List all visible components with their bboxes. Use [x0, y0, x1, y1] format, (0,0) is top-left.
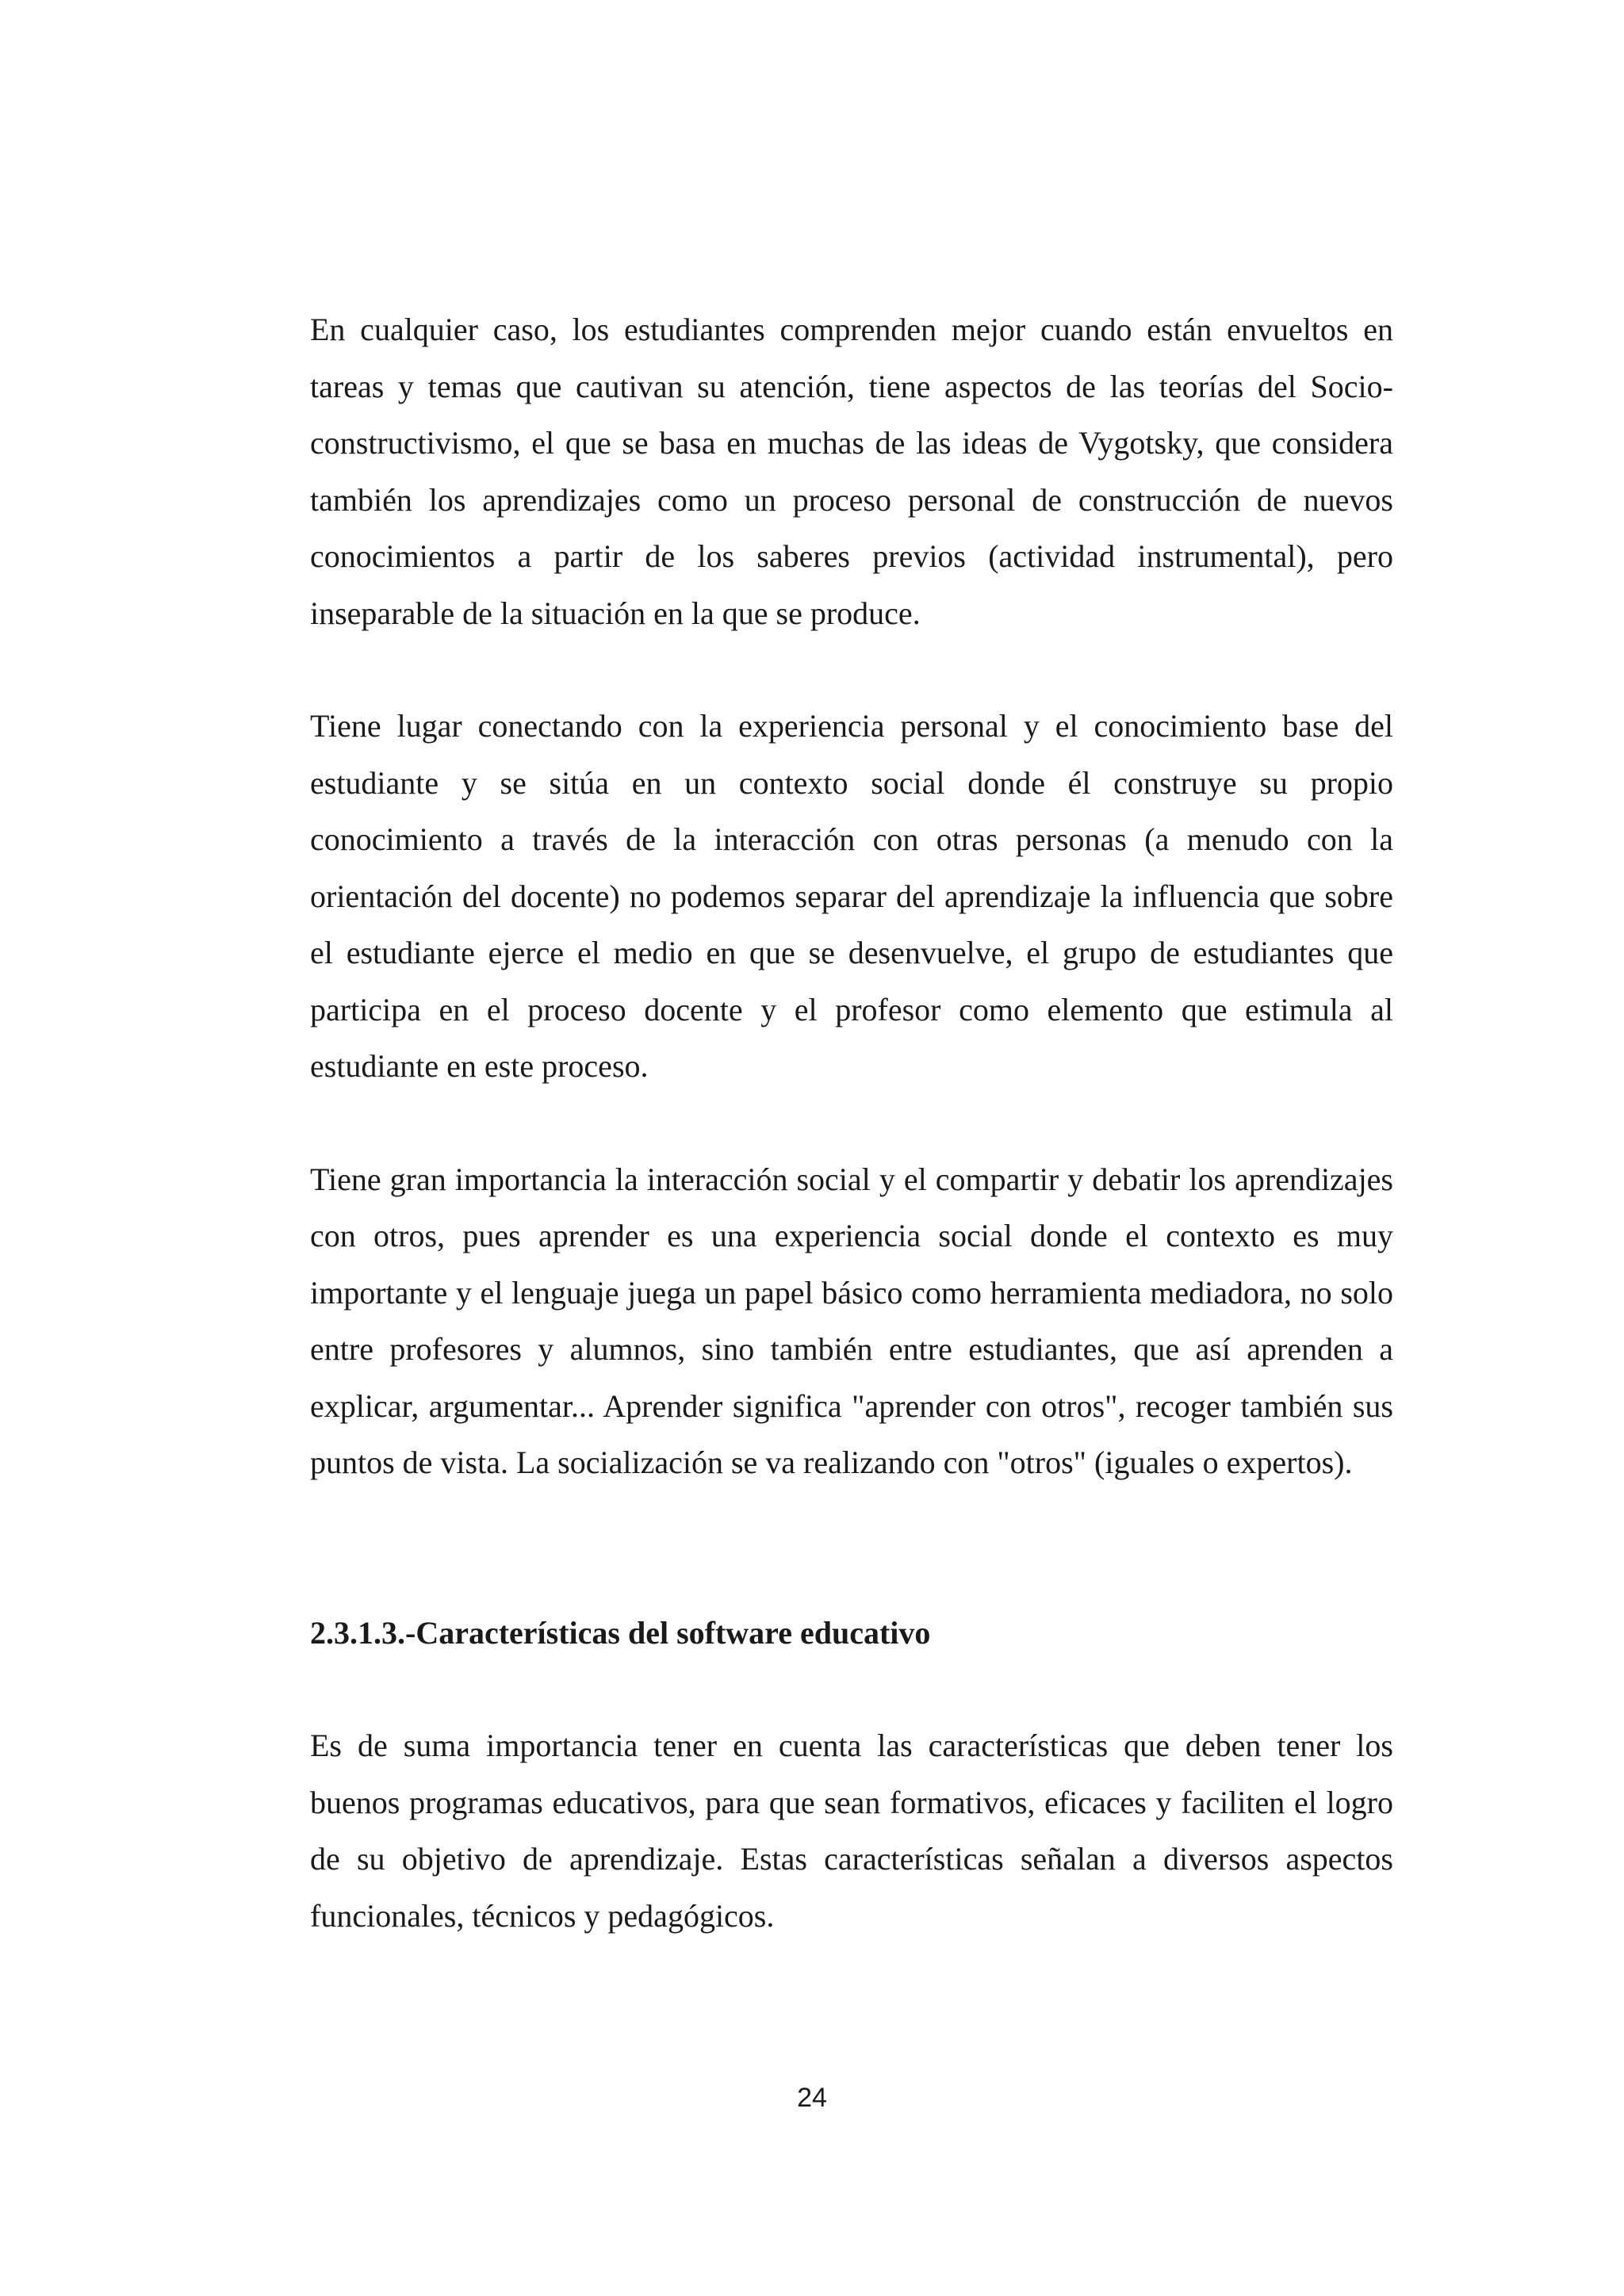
- page-body: [310, 301, 1393, 1944]
- paragraph-spacer: [310, 641, 1393, 698]
- body-paragraph-3: Tiene gran importancia la interacción social y el compartir y debatir los aprendizajes con otros, pues aprender es una experiencia social donde el contexto es muy importante y el lenguaje juega un papel básico como herramienta mediadora, no solo entre profesores y alumnos, sino también entre estudiantes, que así aprenden a explicar, argumentar... Aprender significa "aprender con otros", recoger también sus puntos de vista. La socialización se va realizando con "otros" (iguales o expertos).: [310, 1161, 1393, 1480]
- page-number: 24: [797, 2083, 827, 2113]
- heading-spacer: [310, 1661, 1393, 1717]
- body-paragraph-1: En cualquier caso, los estudiantes comprenden mejor cuando están envueltos en tareas y temas que cautivan su atención, tiene aspectos de las teorías del Socio-constructivismo, el que se basa en muchas de las ideas de Vygotsky, que considera también los aprendizajes como un proceso personal de construcción de nuevos conocimientos a partir de los saberes previos (actividad instrumental), pero inseparable de la situación en la que se produce.: [310, 312, 1393, 631]
- section-heading: 2.3.1.3.-Características del software educativo: [310, 1614, 931, 1651]
- section-paragraph: Es de suma importancia tener en cuenta las características que deben tener los buenos programas educativos, para que sean formativos, eficaces y faciliten el logro de su objetivo de aprendizaje. Estas características señalan a diversos aspectos funcionales, técnicos y pedagógicos.: [310, 1728, 1393, 1934]
- heading-spacer: [310, 1491, 1393, 1605]
- body-paragraph-2: Tiene lugar conectando con la experiencia personal y el conocimiento base del estudiante y se sitúa en un contexto social donde él construye su propio conocimiento a través de la interacción con otras personas (a menudo con la orientación del docente) no podemos separar del aprendizaje la influencia que sobre el estudiante ejerce el medio en que se desenvuelve, el grupo de estudiantes que participa en el proceso docente y el profesor como elemento que estimula al estudiante en este proceso.: [310, 708, 1393, 1084]
- paragraph-spacer: [310, 1095, 1393, 1151]
